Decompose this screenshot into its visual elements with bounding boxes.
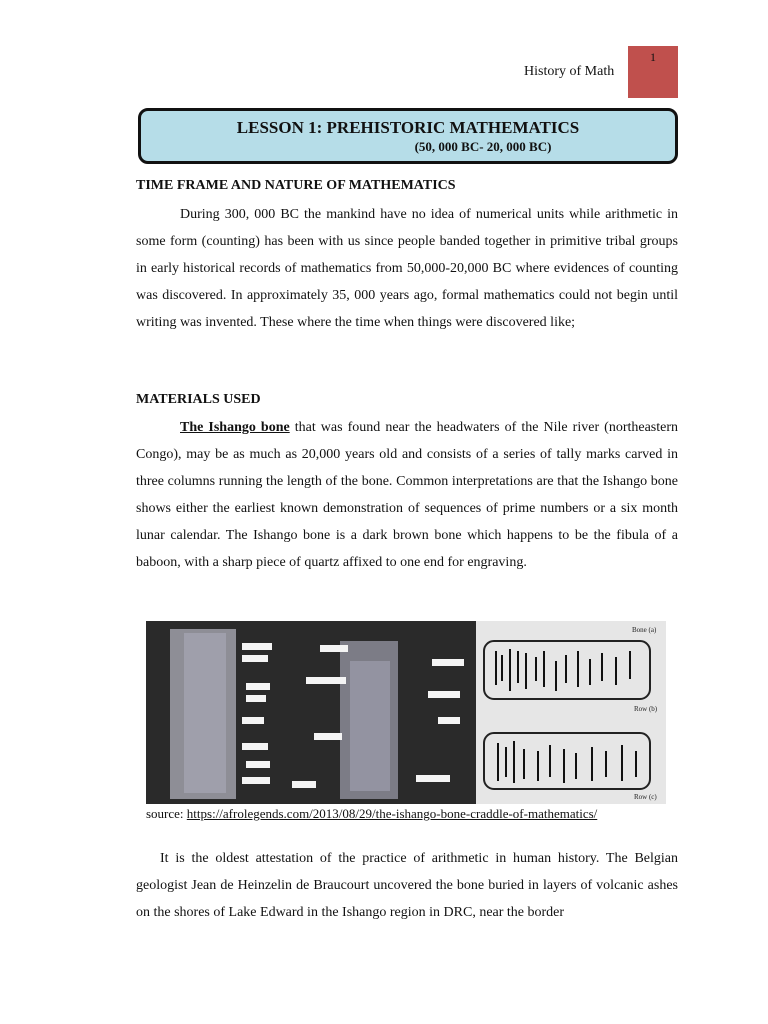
source-link[interactable]: https://afrolegends.com/2013/08/29/the-ishango-bone-craddle-of-mathematics/ bbox=[186, 806, 598, 821]
section-heading-materials: MATERIALS USED bbox=[136, 392, 261, 407]
paragraph-text: During 300, 000 BC the mankind have no idea of numerical units while arithmetic in some form (counting) has been with us since people banded together in primitive tribal groups in early historical records of mathematics from 50,000-20,000 BC where evidences of counting was discovered. In approximately 35, 000 years ago, formal mathematics could not begin until writing was invented. These where the time when things were discovered like; bbox=[136, 207, 678, 330]
drawing-label-row-c: Row (c) bbox=[634, 793, 657, 801]
section-heading-time-frame: TIME FRAME AND NATURE OF MATHEMATICS bbox=[136, 178, 456, 193]
paragraph-time-frame bbox=[136, 201, 678, 336]
lesson-title: LESSON 1: PREHISTORIC MATHEMATICS bbox=[236, 118, 580, 137]
page-number: 1 bbox=[650, 50, 656, 64]
ishango-bone-term: The Ishango bone bbox=[180, 420, 290, 435]
lesson-title-box bbox=[138, 108, 678, 164]
figure-caption bbox=[146, 806, 686, 822]
paragraph-discovery bbox=[136, 845, 678, 926]
caption-prefix: source: bbox=[146, 806, 187, 821]
paragraph-text-discovery: It is the oldest attestation of the practice of arithmetic in human history. The Belgian geologist Jean de Heinzelin de Braucourt uncovered the bone buried in layers of volcanic ashes on the shores of Lake Edward in the Ishango region in DRC, near the border bbox=[136, 851, 678, 920]
ishango-text: that was found near the headwaters of the Nile river (northeastern Congo), may be as much as 20,000 years old and consists of a series of tally marks carved in three columns running the length of the bone. Common interpretations are that the Ishango bone shows either the earliest known demonstration of sequences of prime numbers or a six month lunar calendar. The Ishango bone is a dark brown bone which happens to be the fibula of a baboon, with a sharp piece of quartz affixed to one end for engraving. bbox=[136, 420, 679, 570]
drawing-label-row-b: Row (b) bbox=[634, 705, 658, 713]
paragraph-ishango bbox=[136, 414, 678, 576]
lesson-subtitle: (50, 000 BC- 20, 000 BC) bbox=[414, 139, 552, 154]
ishango-bone-figure bbox=[146, 621, 666, 804]
ishango-bone-illustration bbox=[146, 621, 666, 804]
paragraph-text-ishango bbox=[136, 414, 678, 576]
header-title: History of Math bbox=[524, 64, 615, 79]
page-number-tab bbox=[628, 46, 678, 98]
drawing-label-bone-a: Bone (a) bbox=[632, 626, 657, 634]
